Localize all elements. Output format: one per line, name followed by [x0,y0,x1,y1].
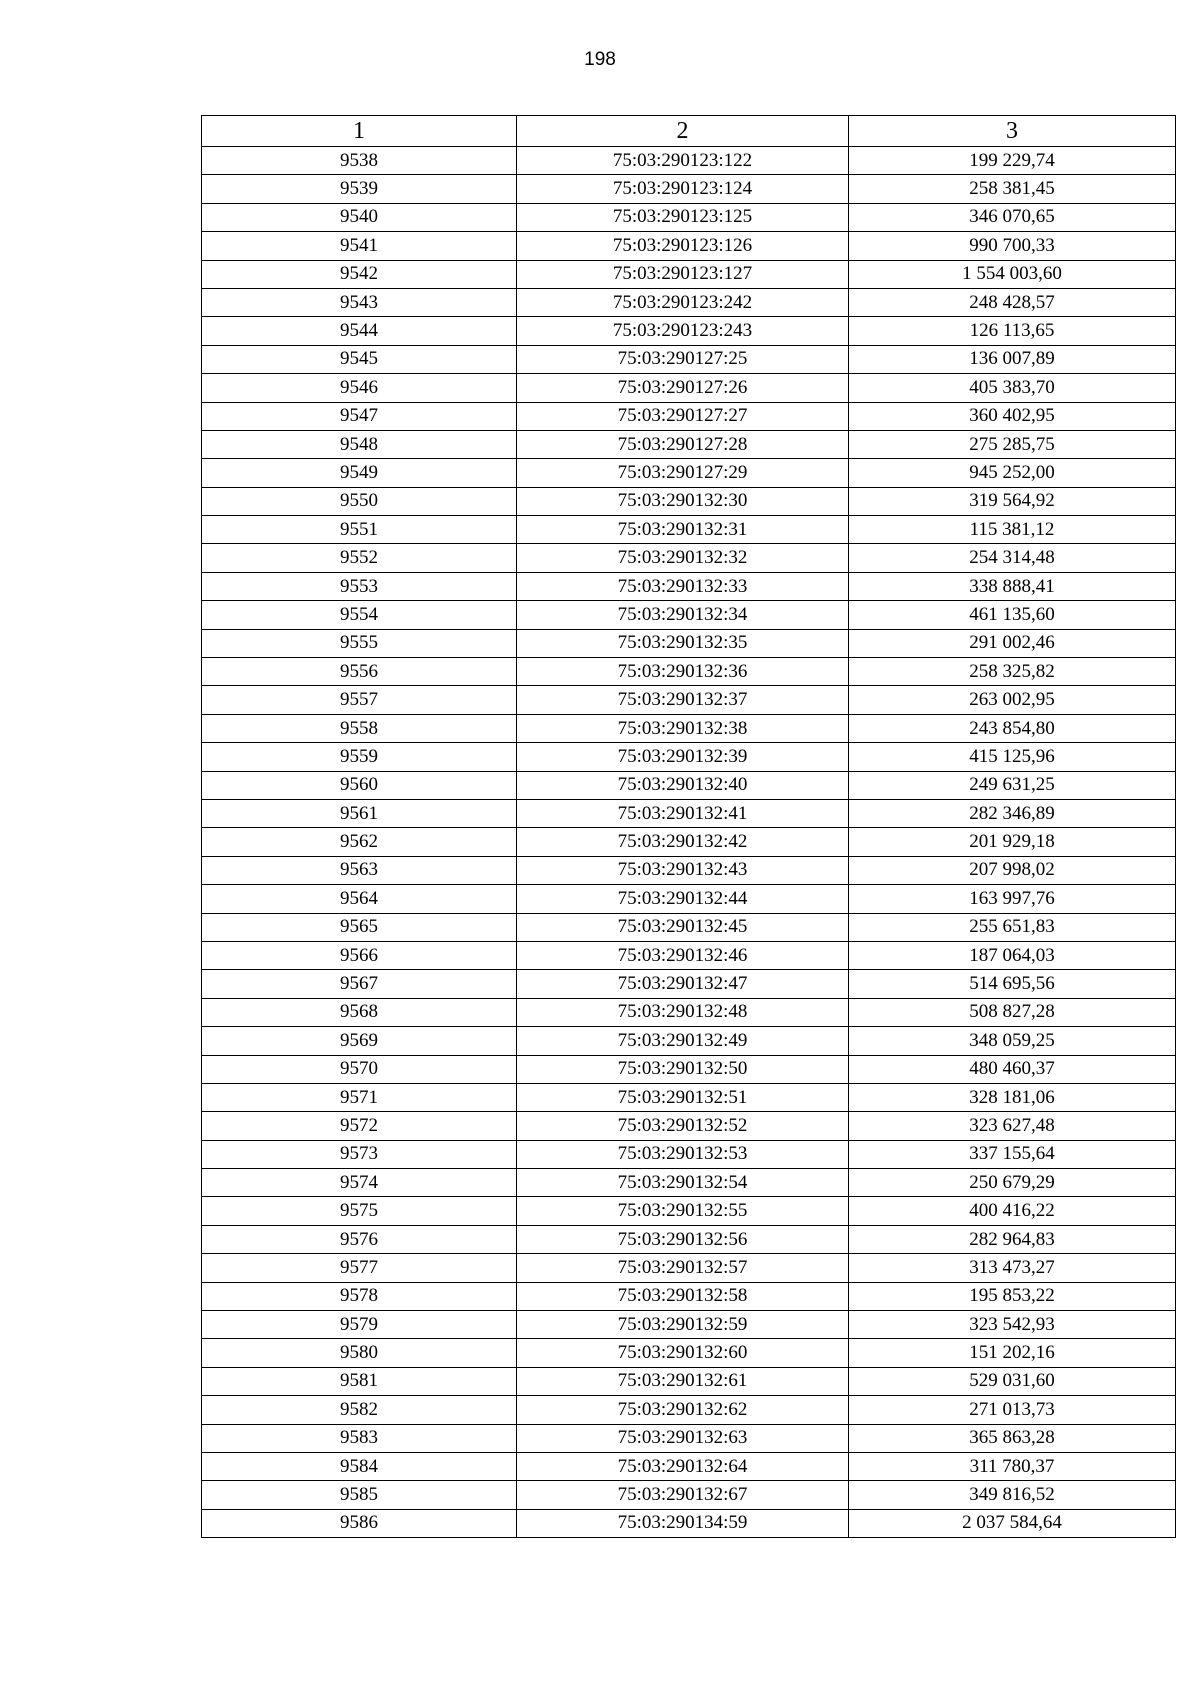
row-number-cell: 9539 [202,175,517,203]
table-row [202,970,1176,998]
row-number-cell: 9571 [202,1083,517,1111]
table-row [202,1027,1176,1055]
value-cell: 313 473,27 [849,1254,1176,1282]
row-number-cell: 9559 [202,743,517,771]
value-cell: 254 314,48 [849,544,1176,572]
value-cell: 258 325,82 [849,658,1176,686]
table-row [202,998,1176,1026]
value-cell: 249 631,25 [849,771,1176,799]
cadastral-number-cell: 75:03:290127:28 [517,430,849,458]
table-row [202,459,1176,487]
value-cell: 187 064,03 [849,941,1176,969]
value-cell: 255 651,83 [849,913,1176,941]
table-row [202,487,1176,515]
value-cell: 348 059,25 [849,1027,1176,1055]
table-row [202,1481,1176,1509]
table-row [202,1140,1176,1168]
cadastral-number-cell: 75:03:290132:60 [517,1339,849,1367]
data-table [201,115,1176,1538]
row-number-cell: 9544 [202,317,517,345]
cadastral-number-cell: 75:03:290132:54 [517,1169,849,1197]
cadastral-number-cell: 75:03:290132:33 [517,572,849,600]
cadastral-number-cell: 75:03:290123:242 [517,288,849,316]
row-number-cell: 9586 [202,1509,517,1537]
cadastral-number-cell: 75:03:290123:122 [517,147,849,175]
value-cell: 275 285,75 [849,430,1176,458]
table-row [202,1396,1176,1424]
row-number-cell: 9548 [202,430,517,458]
value-cell: 282 346,89 [849,799,1176,827]
value-cell: 461 135,60 [849,601,1176,629]
row-number-cell: 9558 [202,714,517,742]
row-number-cell: 9565 [202,913,517,941]
value-cell: 201 929,18 [849,828,1176,856]
row-number-cell: 9569 [202,1027,517,1055]
table-row [202,771,1176,799]
cadastral-number-cell: 75:03:290132:36 [517,658,849,686]
row-number-cell: 9549 [202,459,517,487]
table-row [202,828,1176,856]
table-row [202,1254,1176,1282]
row-number-cell: 9583 [202,1424,517,1452]
table-row [202,1112,1176,1140]
table-row [202,1083,1176,1111]
value-cell: 163 997,76 [849,885,1176,913]
cadastral-number-cell: 75:03:290132:46 [517,941,849,969]
cadastral-number-cell: 75:03:290132:51 [517,1083,849,1111]
value-cell: 126 113,65 [849,317,1176,345]
table-row [202,1282,1176,1310]
table-row [202,1197,1176,1225]
cadastral-number-cell: 75:03:290123:243 [517,317,849,345]
cadastral-number-cell: 75:03:290132:64 [517,1452,849,1480]
value-cell: 323 542,93 [849,1311,1176,1339]
cadastral-number-cell: 75:03:290132:67 [517,1481,849,1509]
table-row [202,430,1176,458]
cadastral-number-cell: 75:03:290132:40 [517,771,849,799]
row-number-cell: 9543 [202,288,517,316]
row-number-cell: 9556 [202,658,517,686]
table-row [202,345,1176,373]
table-row [202,856,1176,884]
value-cell: 250 679,29 [849,1169,1176,1197]
value-cell: 323 627,48 [849,1112,1176,1140]
value-cell: 529 031,60 [849,1367,1176,1395]
cadastral-number-cell: 75:03:290127:27 [517,402,849,430]
cadastral-number-cell: 75:03:290132:55 [517,1197,849,1225]
table-row [202,544,1176,572]
cadastral-number-cell: 75:03:290132:57 [517,1254,849,1282]
column-header-3: 3 [849,116,1176,147]
cadastral-number-cell: 75:03:290132:56 [517,1225,849,1253]
cadastral-number-cell: 75:03:290127:26 [517,374,849,402]
table-row [202,1424,1176,1452]
row-number-cell: 9581 [202,1367,517,1395]
row-number-cell: 9562 [202,828,517,856]
cadastral-number-cell: 75:03:290132:31 [517,516,849,544]
value-cell: 945 252,00 [849,459,1176,487]
value-cell: 337 155,64 [849,1140,1176,1168]
value-cell: 243 854,80 [849,714,1176,742]
cadastral-number-cell: 75:03:290132:61 [517,1367,849,1395]
cadastral-number-cell: 75:03:290132:52 [517,1112,849,1140]
cadastral-number-cell: 75:03:290123:124 [517,175,849,203]
cadastral-number-cell: 75:03:290132:32 [517,544,849,572]
value-cell: 990 700,33 [849,232,1176,260]
row-number-cell: 9541 [202,232,517,260]
value-cell: 136 007,89 [849,345,1176,373]
value-cell: 480 460,37 [849,1055,1176,1083]
value-cell: 405 383,70 [849,374,1176,402]
table-row [202,1311,1176,1339]
value-cell: 338 888,41 [849,572,1176,600]
table-row [202,799,1176,827]
row-number-cell: 9560 [202,771,517,799]
value-cell: 415 125,96 [849,743,1176,771]
table-row [202,203,1176,231]
value-cell: 282 964,83 [849,1225,1176,1253]
row-number-cell: 9579 [202,1311,517,1339]
value-cell: 115 381,12 [849,516,1176,544]
cadastral-number-cell: 75:03:290123:126 [517,232,849,260]
value-cell: 271 013,73 [849,1396,1176,1424]
cadastral-number-cell: 75:03:290132:58 [517,1282,849,1310]
value-cell: 346 070,65 [849,203,1176,231]
row-number-cell: 9578 [202,1282,517,1310]
cadastral-number-cell: 75:03:290132:41 [517,799,849,827]
table-row [202,1225,1176,1253]
row-number-cell: 9553 [202,572,517,600]
value-cell: 1 554 003,60 [849,260,1176,288]
row-number-cell: 9557 [202,686,517,714]
value-cell: 263 002,95 [849,686,1176,714]
table-row [202,260,1176,288]
column-header-1: 1 [202,116,517,147]
table-row [202,885,1176,913]
row-number-cell: 9572 [202,1112,517,1140]
table-row [202,317,1176,345]
row-number-cell: 9570 [202,1055,517,1083]
row-number-cell: 9540 [202,203,517,231]
row-number-cell: 9567 [202,970,517,998]
cadastral-number-cell: 75:03:290132:44 [517,885,849,913]
table-body [202,147,1176,1538]
cadastral-number-cell: 75:03:290132:43 [517,856,849,884]
table-header-row [202,116,1176,147]
column-header-2: 2 [517,116,849,147]
table-row [202,516,1176,544]
row-number-cell: 9568 [202,998,517,1026]
row-number-cell: 9546 [202,374,517,402]
table-row [202,629,1176,657]
cadastral-number-cell: 75:03:290127:29 [517,459,849,487]
row-number-cell: 9585 [202,1481,517,1509]
table-row [202,714,1176,742]
table-row [202,402,1176,430]
value-cell: 2 037 584,64 [849,1509,1176,1537]
row-number-cell: 9584 [202,1452,517,1480]
value-cell: 365 863,28 [849,1424,1176,1452]
page-number: 198 [584,49,616,70]
row-number-cell: 9545 [202,345,517,373]
value-cell: 195 853,22 [849,1282,1176,1310]
row-number-cell: 9561 [202,799,517,827]
table-row [202,1055,1176,1083]
cadastral-number-cell: 75:03:290132:53 [517,1140,849,1168]
cadastral-number-cell: 75:03:290132:59 [517,1311,849,1339]
row-number-cell: 9547 [202,402,517,430]
row-number-cell: 9566 [202,941,517,969]
cadastral-number-cell: 75:03:290132:38 [517,714,849,742]
row-number-cell: 9538 [202,147,517,175]
table-row [202,913,1176,941]
cadastral-number-cell: 75:03:290132:39 [517,743,849,771]
row-number-cell: 9577 [202,1254,517,1282]
row-number-cell: 9542 [202,260,517,288]
cadastral-number-cell: 75:03:290132:45 [517,913,849,941]
value-cell: 400 416,22 [849,1197,1176,1225]
table-row [202,658,1176,686]
cadastral-number-cell: 75:03:290123:127 [517,260,849,288]
table-row [202,147,1176,175]
cadastral-number-cell: 75:03:290123:125 [517,203,849,231]
row-number-cell: 9555 [202,629,517,657]
cadastral-number-cell: 75:03:290134:59 [517,1509,849,1537]
row-number-cell: 9576 [202,1225,517,1253]
table-row [202,572,1176,600]
row-number-cell: 9563 [202,856,517,884]
cadastral-number-cell: 75:03:290132:49 [517,1027,849,1055]
row-number-cell: 9554 [202,601,517,629]
row-number-cell: 9574 [202,1169,517,1197]
row-number-cell: 9573 [202,1140,517,1168]
row-number-cell: 9552 [202,544,517,572]
table-row [202,1367,1176,1395]
table-row [202,601,1176,629]
table-row [202,686,1176,714]
value-cell: 258 381,45 [849,175,1176,203]
value-cell: 199 229,74 [849,147,1176,175]
row-number-cell: 9551 [202,516,517,544]
value-cell: 291 002,46 [849,629,1176,657]
row-number-cell: 9575 [202,1197,517,1225]
table-row [202,743,1176,771]
table-row [202,1169,1176,1197]
cadastral-number-cell: 75:03:290132:37 [517,686,849,714]
value-cell: 319 564,92 [849,487,1176,515]
table-row [202,175,1176,203]
row-number-cell: 9550 [202,487,517,515]
cadastral-number-cell: 75:03:290132:42 [517,828,849,856]
cadastral-number-cell: 75:03:290127:25 [517,345,849,373]
cadastral-number-cell: 75:03:290132:34 [517,601,849,629]
table-row [202,288,1176,316]
table-row [202,1509,1176,1537]
table-row [202,1452,1176,1480]
value-cell: 151 202,16 [849,1339,1176,1367]
table-row [202,1339,1176,1367]
value-cell: 514 695,56 [849,970,1176,998]
value-cell: 207 998,02 [849,856,1176,884]
table-row [202,232,1176,260]
value-cell: 248 428,57 [849,288,1176,316]
value-cell: 349 816,52 [849,1481,1176,1509]
cadastral-number-cell: 75:03:290132:35 [517,629,849,657]
cadastral-number-cell: 75:03:290132:62 [517,1396,849,1424]
row-number-cell: 9580 [202,1339,517,1367]
row-number-cell: 9582 [202,1396,517,1424]
table-row [202,374,1176,402]
cadastral-number-cell: 75:03:290132:30 [517,487,849,515]
value-cell: 508 827,28 [849,998,1176,1026]
row-number-cell: 9564 [202,885,517,913]
table-row [202,941,1176,969]
cadastral-number-cell: 75:03:290132:63 [517,1424,849,1452]
value-cell: 311 780,37 [849,1452,1176,1480]
value-cell: 328 181,06 [849,1083,1176,1111]
cadastral-number-cell: 75:03:290132:47 [517,970,849,998]
value-cell: 360 402,95 [849,402,1176,430]
cadastral-number-cell: 75:03:290132:48 [517,998,849,1026]
cadastral-number-cell: 75:03:290132:50 [517,1055,849,1083]
